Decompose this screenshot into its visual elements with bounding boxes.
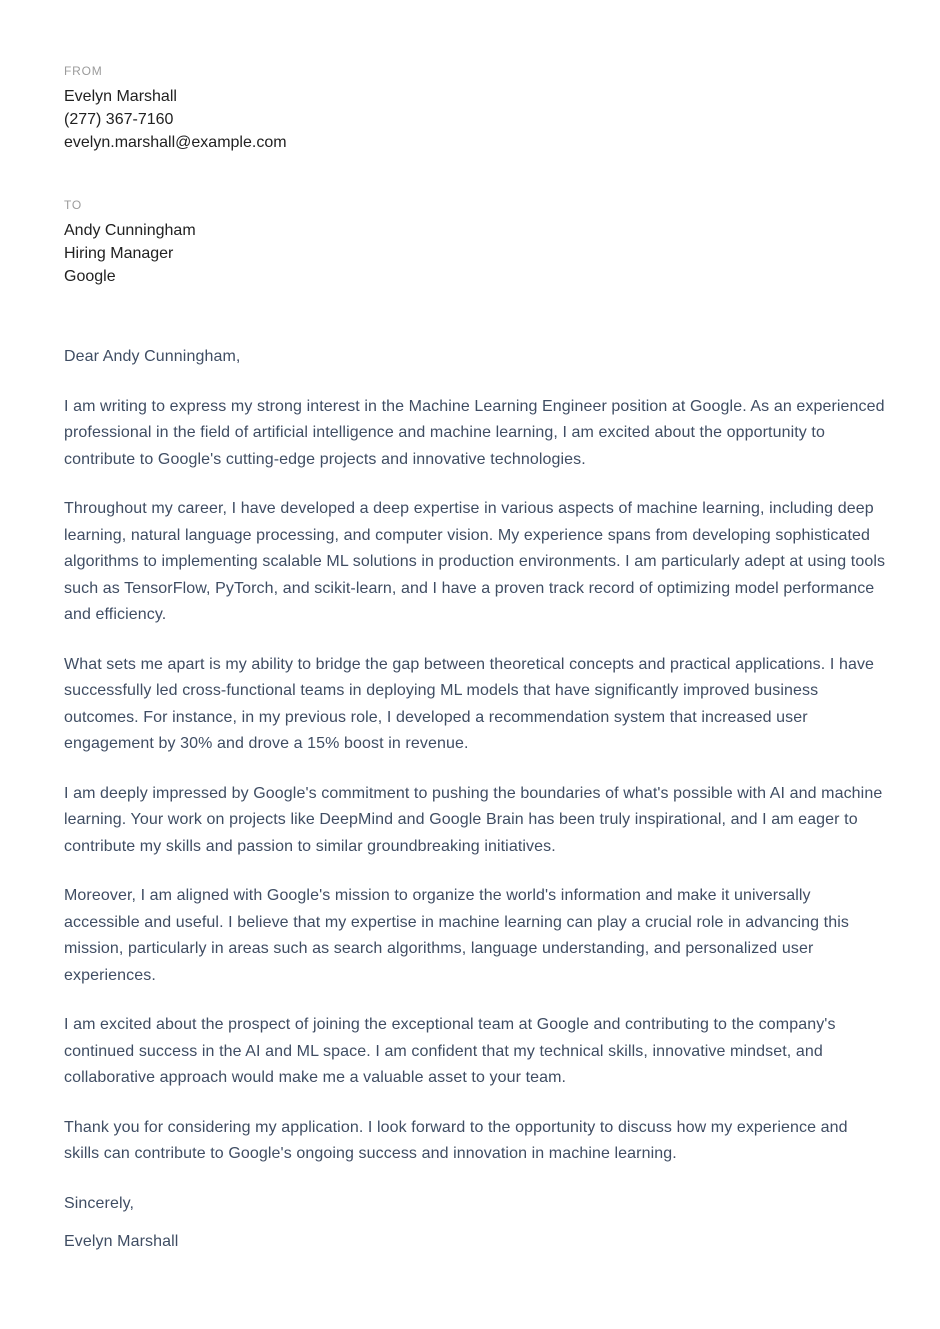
sender-name: Evelyn Marshall [64,88,177,105]
signature-name: Evelyn Marshall [64,1233,179,1250]
body-paragraph-7: Thank you for considering my application. I look forward to the opportunity to discuss how my experience and skills can contribute to Google's ongoing success and innovation in machine learning. [64,1118,848,1162]
body-paragraph-5: Moreover, I am aligned with Google's mission to organize the world's information and make it universally accessible and useful. I believe that my expertise in machine learning can play a crucial role in advancing this mission, particularly in areas such as search algorithms, language understanding, and personalized user experiences. [64,887,849,984]
salutation: Dear Andy Cunningham, [64,348,241,365]
recipient-title: Hiring Manager [64,245,174,262]
to-label: TO [64,198,83,212]
closing: Sincerely, [64,1194,135,1212]
recipient-company: Google [64,268,116,285]
recipient-name: Andy Cunningham [64,222,196,239]
body-paragraph-2: Throughout my career, I have developed a deep expertise in various aspects of machine learning, including deep learning, natural language processing, and computer vision. My experience spans from developing sophisticated algorithms to implementing scalable ML solutions in production environments. I am particularly adept at using tools such as TensorFlow, PyTorch, and scikit-learn, and I have a proven track record of optimizing model performance and efficiency. [64,500,886,623]
from-label: FROM [64,64,103,78]
body-paragraph-4: I am deeply impressed by Google's commitment to pushing the boundaries of what's possible with AI and machine learning. Your work on projects like DeepMind and Google Brain has been truly inspirational, and I am eager to contribute my skills and passion to similar groundbreaking initiatives. [64,784,883,855]
sender-email: evelyn.marshall@example.com [64,134,287,151]
body-paragraph-3: What sets me apart is my ability to bridge the gap between theoretical concepts and practical applications. I have successfully led cross-functional teams in deploying ML models that have significantly improved business outcomes. For instance, in my previous role, I developed a recommendation system that increased user engagement by 30% and drove a 15% boost in revenue. [64,655,875,752]
sender-phone: (277) 367-7160 [64,111,174,128]
body-paragraph-1: I am writing to express my strong interest in the Machine Learning Engineer position at Google. As an experienced professional in the field of artificial intelligence and machine learning, I am excited about the opportunity to contribute to Google's cutting-edge projects and innovative technologies. [64,397,885,468]
body-paragraph-6: I am excited about the prospect of joining the exceptional team at Google and contributing to the company's continued success in the AI and ML space. I am confident that my technical skills, innovative mindset, and collaborative approach would make me a valuable asset to your team. [64,1016,836,1086]
sender-block [64,64,886,154]
recipient-block [64,198,886,288]
